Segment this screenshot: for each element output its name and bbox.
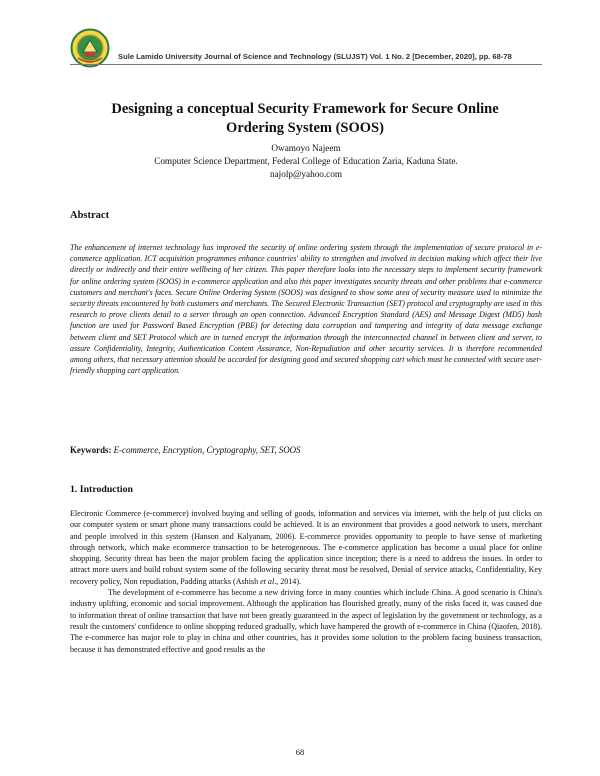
intro-paragraph-1: Electronic Commerce (e-commerce) involved buying and selling of goods, information and services via internet, with the help of just clicks on our computer system or smart phone many transactions could be achieved. It is an environment that provides a good network to users, merchant and people involved in this system (Hanson and Kalyanam, 2006). E-commerce provides opportunity to people to have sense of marketing through network, which make ecommerce transaction to be heterogeneous. The e-commerce application has become a usual place for online shopping. Security threat has been the major problem facing the application since inception; there is a need to address the issues. In order to attract more users and build robust system some of the following security threat most be resolved, Denial of service attacks, Confidentiality, Key recovery policy, Non repudiation, Padding attacks (Ashish et al., 2014). xyxy=(70,509,542,586)
header-rule xyxy=(70,64,542,65)
keywords-list: E-commerce, Encryption, Cryptography, SET, SOOS xyxy=(111,445,301,455)
page-number: 68 xyxy=(295,747,305,757)
university-crest-icon xyxy=(70,28,110,68)
author-name: Owamoyo Najeem xyxy=(271,143,341,153)
title-line-1: Designing a conceptual Security Framework for Secure Online xyxy=(111,101,499,117)
paper-title xyxy=(80,100,530,138)
introduction-heading: 1. Introduction xyxy=(70,484,133,495)
author-affiliation: Computer Science Department, Federal College of Education Zaria, Kaduna State. xyxy=(154,156,458,166)
keywords-line xyxy=(70,445,542,455)
keywords-label: Keywords: xyxy=(70,445,112,455)
author-block xyxy=(70,142,542,181)
intro-paragraph-2: The development of e-commerce has become a new driving force in many counties which include China. A good scenario is China's industry uplifting, economic and social improvement. Although the application has flourished greatly, many of the risks faced it, was caused due to information threat of online transaction that have not been greatly guaranteed in the aspect of legislation by the government or technology, as a result the customers' confidence to online shopping reduced gradually, which have hampered the growth of e-commerce in China (Qiaofen, 2018). The e-commerce has major role to play in china and other countries, has it provides some solution to the problem facing business transaction, because it has demonstrated effective and good results as the xyxy=(70,588,542,654)
abstract-heading: Abstract xyxy=(70,210,110,221)
abstract-text: The enhancement of internet technology has improved the security of online ordering system through the implementation of secure protocol in e-commerce application. ICT acquisition programmes enhance countries' ability to strengthen and involved in decision making which affect their live directly or indirectly and their entire wellbeing of her citizen. This paper therefore looks into the necessary steps to implement security framework for online ordering system (SOOS) in e-commerce application and also this paper investigates security threats and other problems that e-commerce customers and merchant's faces. Secure Online Ordering System (SOOS) was designed to show some area of security measure used to minimize the security threats encountered by both customers and merchants. The Secured Electronic Transaction (SET) protocol and cryptography are used in this research to prove clients detail to a server through an open connection. Advanced Encryption Standard (AES) and Message Digest (MD5) hash function are used for Password Based Encryption (PBE) for detecting data corruption and tampering and integrity of data message exchange between client and SET Protocol which are in turned encrypt the information through the interconnected channel in between client and server, to assure Confidentiality, Integrity, Authentication Content Assurance, Non-Repudiation and other security services. It is therefore recommended among others, that necessary attention should be accorded for designing good and secured shopping cart which must be connected with secure user-friendly shopping cart application. xyxy=(70,243,542,376)
author-email: najolp@yahoo.com xyxy=(270,169,342,179)
title-line-2: Ordering System (SOOS) xyxy=(226,120,384,136)
introduction-body xyxy=(70,508,542,655)
journal-citation: Sule Lamido University Journal of Science and Technology (SLUJST) Vol. 1 No. 2 [December, 2020], pp. 68-78 xyxy=(118,52,512,61)
